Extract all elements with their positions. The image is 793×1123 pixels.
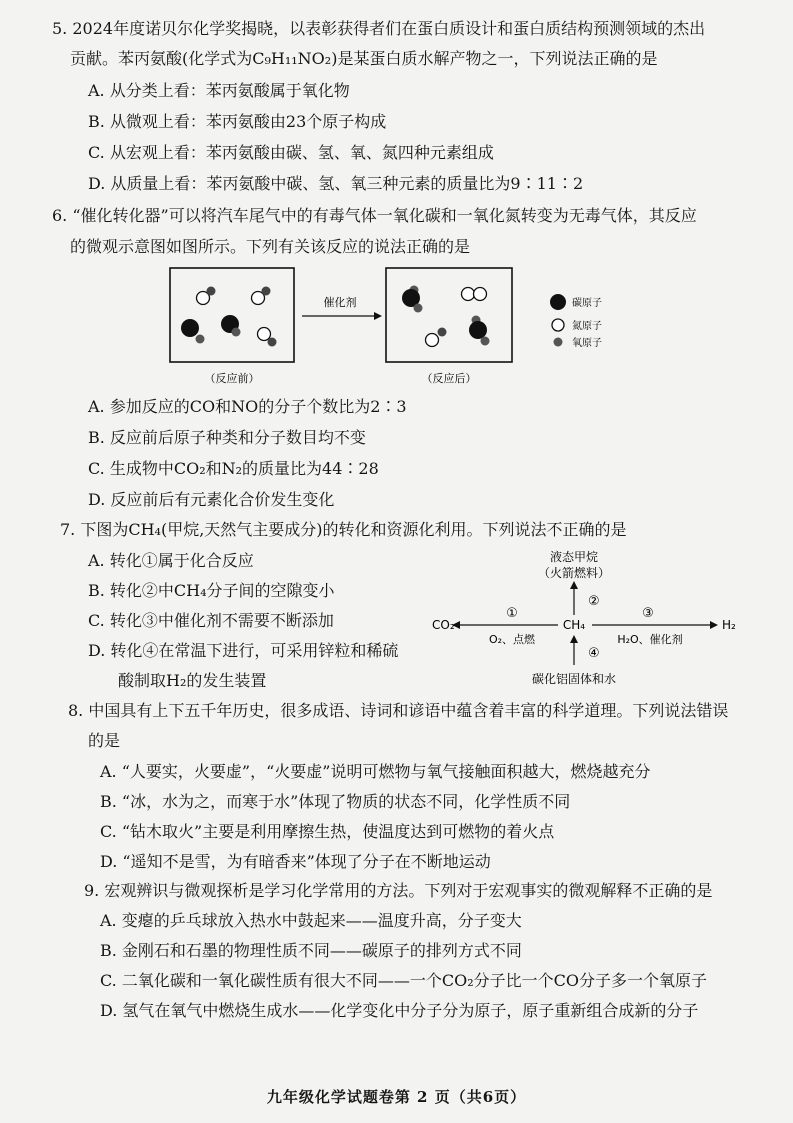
- q6-stem-line2: 的微观示意图如图所示。下列有关该反应的说法正确的是: [70, 237, 471, 256]
- co2-molecule: [402, 286, 423, 313]
- q7-option-b: B. 转化②中CH₄分子间的空隙变小: [88, 581, 335, 600]
- q6-option-a: A. 参加反应的CO和NO的分子个数比为2∶3: [88, 397, 407, 416]
- q8-stem-line2: 的是: [88, 731, 121, 750]
- q8-option-b: B. “冰，水为之，而寒于水”体现了物质的状态不同，化学性质不同: [100, 792, 571, 811]
- q6-option-b: B. 反应前后原子种类和分子数目均不变: [88, 428, 366, 447]
- q5-option-b: B. 从微观上看：苯丙氨酸由23个原子构成: [88, 112, 387, 131]
- q6-option-c: C. 生成物中CO₂和N₂的质量比为44∶28: [88, 459, 379, 478]
- q5-option-a: A. 从分类上看：苯丙氨酸属于氧化物: [88, 81, 350, 100]
- q5-option-c: C. 从宏观上看：苯丙氨酸由碳、氢、氧、氮四种元素组成: [88, 143, 494, 162]
- route-3-label: ③: [642, 606, 654, 621]
- liquid-methane-label: 液态甲烷: [549, 550, 599, 564]
- no-molecule: [258, 328, 277, 347]
- route-1-condition: O₂、点燃: [488, 633, 536, 646]
- arrow-head: [374, 312, 382, 320]
- after-caption: （反应后）: [421, 372, 477, 385]
- q8-option-d: D. “遥知不是雪，为有暗香来”体现了分子在不断地运动: [100, 852, 491, 871]
- q6-option-d: D. 反应前后有元素化合价发生变化: [88, 490, 335, 509]
- route-2-label: ②: [588, 594, 600, 609]
- rocket-fuel-label: （火箭燃料）: [537, 566, 611, 580]
- q8-option-a: A. “人要实，火要虚”，“火要虚”说明可燃物与氧气接触面积越大，燃烧越充分: [100, 762, 651, 781]
- q5-stem-line2: 贡献。苯丙氨酸(化学式为C₉H₁₁NO₂)是某蛋白质水解产物之一，下列说法正确的是: [70, 49, 658, 68]
- methane-center-label: CH₄: [562, 618, 586, 632]
- q5-option-d: D. 从质量上看：苯丙氨酸中碳、氢、氧三种元素的质量比为9∶11∶2: [88, 174, 584, 193]
- nitrogen-legend-label: 氮原子: [572, 321, 602, 332]
- route-4-label: ④: [588, 646, 600, 661]
- q9-option-c: C. 二氧化碳和一氧化碳性质有很大不同——一个CO₂分子比一个CO分子多一个氧原子: [100, 971, 707, 990]
- no-molecule: [197, 287, 216, 305]
- after-box: [386, 268, 512, 362]
- methane-conversion-diagram: [428, 543, 758, 693]
- co2-label: CO₂: [432, 618, 455, 632]
- co2-molecule: [469, 316, 490, 346]
- page-footer: 九年级化学试题卷第 2 页（共6页）: [266, 1088, 527, 1106]
- q7-stem: 7. 下图为CH₄(甲烷,天然气主要成分)的转化和资源化利用。下列说法不正确的是: [60, 520, 627, 539]
- q8-option-c: C. “钻木取火”主要是利用摩擦生热，使温度达到可燃物的着火点: [100, 822, 555, 841]
- q7-option-d-line2: 酸制取H₂的发生装置: [118, 671, 267, 690]
- q5-stem-line1: 5. 2024年度诺贝尔化学奖揭晓，以表彰获得者们在蛋白质设计和蛋白质结构预测领域的杰出: [52, 19, 706, 38]
- q7-option-d-line1: D. 转化④在常温下进行，可采用锌粒和稀硫: [88, 641, 399, 660]
- n2-molecule: [462, 288, 487, 301]
- q8-stem-line1: 8. 中国具有上下五千年历史，很多成语、诗词和谚语中蕴含着丰富的科学道理。下列说法错误: [68, 701, 729, 720]
- no-molecule: [426, 328, 447, 347]
- co-molecule: [181, 319, 205, 344]
- route-1-label: ①: [506, 606, 518, 621]
- q7-option-a: A. 转化①属于化合反应: [88, 551, 254, 570]
- reaction-micro-diagram: [160, 266, 640, 392]
- oxygen-atom-legend: [554, 338, 563, 347]
- q6-stem-line1: 6. “催化转化器”可以将汽车尾气中的有毒气体一氧化碳和一氧化氮转变为无毒气体，其反应: [52, 206, 697, 225]
- route-3-condition: H₂O、催化剂: [617, 633, 683, 646]
- catalyst-label: 催化剂: [323, 296, 357, 309]
- carbon-legend-label: 碳原子: [572, 298, 602, 309]
- q9-option-d: D. 氢气在氧气中燃烧生成水——化学变化中分子分为原子，原子重新组合成新的分子: [100, 1001, 699, 1020]
- no-molecule: [252, 287, 271, 305]
- oxygen-legend-label: 氧原子: [572, 338, 602, 349]
- q7-option-c: C. 转化③中催化剂不需要不断添加: [88, 611, 334, 630]
- q9-stem: 9. 宏观辨识与微观探析是学习化学常用的方法。下列对于宏观事实的微观解释不正确的是: [84, 881, 713, 900]
- co-molecule: [221, 315, 241, 337]
- q9-option-a: A. 变瘪的乒乓球放入热水中鼓起来——温度升高，分子变大: [100, 911, 522, 930]
- before-caption: （反应前）: [204, 372, 260, 385]
- carbon-atom-legend: [550, 294, 566, 310]
- q9-option-b: B. 金刚石和石墨的物理性质不同——碳原子的排列方式不同: [100, 941, 522, 960]
- aluminum-carbide-label: 碳化铝固体和水: [531, 672, 617, 686]
- h2-label: H₂: [722, 618, 736, 632]
- before-box: [170, 268, 294, 362]
- nitrogen-atom-legend: [552, 319, 564, 331]
